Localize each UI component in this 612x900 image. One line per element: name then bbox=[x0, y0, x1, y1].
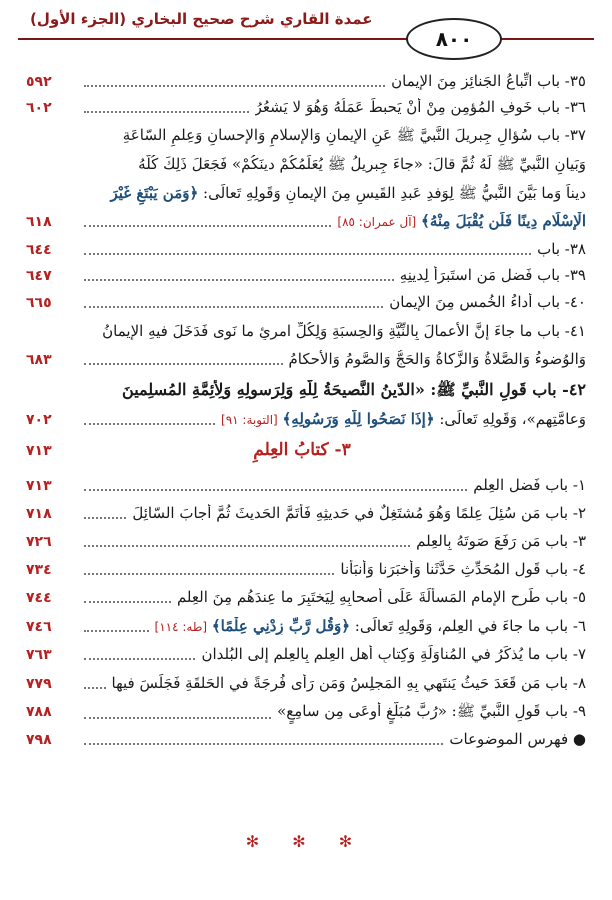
entry-title: ٣٧- باب سُؤالِ جِبريلَ النَّبيَّ ﷺ عَنِ الإيمانِ وَالإسلامِ وَالإحسانِ وَعِلمِ السّاعَةِ bbox=[122, 126, 586, 144]
dot-leader bbox=[84, 305, 383, 308]
quran-verse: ﴿وَقُل رَّبِّ زِدْنِي عِلْمًا﴾ bbox=[211, 617, 351, 635]
quran-verse: الْإِسْلَامِ دِينًا فَلَن يُقْبَلَ مِنْهُ﴾ bbox=[421, 212, 586, 230]
entry-title: ٣٦- باب خَوفِ المُؤمِنِ مِنْ أنْ يَحبطَ عَمَلُهُ وَهُوَ لا يَشعُرُ bbox=[254, 98, 586, 116]
toc-entry bbox=[26, 212, 586, 230]
entry-title: ٤٢- باب قَولِ النَّبيِّ ﷺ: «الدّينُ النَّصيحَةُ لِلّهِ وَلِرَسولِهِ وَلِأئِمَّةِ المُسلِمينَ bbox=[122, 380, 586, 399]
entry-title bbox=[155, 617, 586, 635]
toc-entry bbox=[26, 617, 586, 635]
dot-leader bbox=[84, 686, 106, 689]
entry-title: ١- باب فَضلِ العِلمِ bbox=[473, 476, 586, 494]
entry-text: ٦- باب ما جاءَ في العِلمِ، وَقَولِهِ تَعالَى: bbox=[350, 617, 586, 635]
entry-title: ٥- باب طَرحِ الإمامِ المَسألَةَ عَلَى أصحابِهِ لِيَختَبِرَ ما عِندَهُم مِنَ العِلمِ bbox=[176, 588, 586, 606]
entry-page: ٧٧٩ bbox=[26, 676, 52, 692]
page-number: ٨٠٠ bbox=[406, 18, 502, 60]
dot-leader bbox=[84, 600, 171, 603]
toc-entry-line bbox=[26, 155, 586, 177]
entry-title-cont bbox=[221, 410, 586, 428]
toc-chapter bbox=[26, 440, 586, 460]
toc-entry bbox=[26, 350, 586, 368]
toc-entry bbox=[26, 98, 586, 116]
toc-entry bbox=[26, 674, 586, 692]
entry-title-cont bbox=[337, 212, 586, 230]
toc-entry bbox=[26, 72, 586, 90]
entry-page: ٧٢٦ bbox=[26, 534, 52, 550]
entry-page: ٧١٣ bbox=[26, 478, 52, 494]
entry-title: ● فهرس الموضوعات bbox=[449, 730, 586, 748]
dot-leader bbox=[84, 224, 331, 227]
entry-page: ٧٤٤ bbox=[26, 590, 52, 606]
entry-title: ٤٠- باب أداءُ الخُمسِ مِنَ الإيمانِ bbox=[389, 293, 586, 311]
toc-entry-line bbox=[26, 322, 586, 340]
toc-entry-line bbox=[26, 380, 586, 403]
entry-page: ٦٠٢ bbox=[26, 100, 52, 116]
dot-leader bbox=[84, 516, 126, 519]
toc-entry bbox=[26, 730, 586, 748]
dot-leader bbox=[84, 657, 195, 660]
toc-entry-line bbox=[26, 126, 586, 148]
entry-title: ٤- باب قَولِ المُحَدِّثِ حَدَّثَنا وَأخبَرَنا وَأنبَأنا bbox=[340, 560, 586, 578]
entry-page: ٧٩٨ bbox=[26, 732, 52, 748]
entry-title: ٣٨- باب bbox=[537, 240, 586, 258]
toc-entry bbox=[26, 645, 586, 663]
toc-entry bbox=[26, 266, 586, 284]
verse-reference: [طه: ١١٤] bbox=[154, 620, 208, 634]
entry-page: ٦٦٥ bbox=[26, 295, 52, 311]
entry-page: ٧٠٢ bbox=[26, 412, 52, 428]
entry-title: ٣٥- باب اتِّباعُ الجَنائِزِ مِنَ الإيمانِ bbox=[391, 72, 586, 90]
entry-title: ٢- باب مَن سُئِلَ عِلمًا وَهُوَ مُشتَغِلٌ في حَديثِهِ فَأتَمَّ الحَديثَ ثُمَّ أجابَ السّائِلَ bbox=[132, 504, 586, 522]
entry-page: ٦٨٣ bbox=[26, 352, 52, 368]
dot-leader bbox=[84, 362, 283, 365]
dot-leader bbox=[84, 422, 215, 425]
toc-entry bbox=[26, 476, 586, 494]
entry-page: ٧١٣ bbox=[26, 443, 52, 459]
quran-verse: ﴿وَمَن يَبْتَغِ غَيْرَ bbox=[110, 184, 199, 202]
toc-entry bbox=[26, 532, 586, 550]
toc-entry bbox=[26, 702, 586, 724]
dot-leader bbox=[84, 572, 334, 575]
entry-page: ٧٣٤ bbox=[26, 562, 52, 578]
quran-verse: ﴿إِذَا نَصَحُوا لِلَّهِ وَرَسُولِهِ﴾ bbox=[282, 410, 435, 428]
entry-title: ٨- باب مَن قَعَدَ حَيثُ يَنتَهي بِهِ المَجلِسُ وَمَن رَأى فُرجَةً في الحَلقَةِ فَجَلَسَ فيها bbox=[111, 674, 586, 692]
dot-leader bbox=[84, 110, 249, 113]
entry-title: ٩- باب قَولِ النَّبيِّ ﷺ: «رُبَّ مُبَلَّغٍ أوعَى مِن سامِعٍ» bbox=[277, 702, 586, 720]
entry-page: ٦٤٤ bbox=[26, 242, 52, 258]
toc-entry bbox=[26, 588, 586, 606]
verse-reference: [التوبة: ٩١] bbox=[221, 413, 278, 427]
entry-page: ٥٩٢ bbox=[26, 74, 52, 90]
entry-page: ٧١٨ bbox=[26, 506, 52, 522]
entry-page: ٧٦٣ bbox=[26, 647, 52, 663]
dot-leader bbox=[84, 84, 385, 87]
entry-text: وَعامَّتِهِم»، وَقَولِهِ تَعالَى: bbox=[434, 410, 586, 428]
dot-leader bbox=[84, 544, 410, 547]
ornament-stars: ✻ ✻ ✻ bbox=[245, 832, 367, 851]
entry-title: ٧- باب ما يُذكَرُ في المُناوَلَةِ وَكِتابِ أهلِ العِلمِ بِالعِلمِ إلى البُلدانِ bbox=[201, 645, 586, 663]
dot-leader bbox=[84, 488, 467, 491]
chapter-title: ٣- كتابُ العِلمِ bbox=[253, 440, 351, 460]
toc-entry bbox=[26, 560, 586, 578]
dot-leader bbox=[84, 629, 149, 632]
dot-leader bbox=[84, 716, 271, 719]
entry-page: ٧٤٦ bbox=[26, 619, 52, 635]
book-title: عمدة القاري شرح صحيح البخاري (الجزء الأول) bbox=[24, 10, 379, 28]
toc-entry bbox=[26, 293, 586, 311]
dot-leader bbox=[84, 742, 443, 745]
entry-text: ديناً وَما بَيَّنَ النَّبيُّ ﷺ لِوَفدِ عَبدِ القَيسِ مِنَ الإيمانِ وَقَولِهِ تَعالَى: bbox=[198, 184, 586, 202]
dot-leader bbox=[84, 278, 394, 281]
entry-page: ٦٤٧ bbox=[26, 268, 52, 284]
entry-title: ٣٩- باب فَضلِ مَنِ استَبرَأَ لِدينِهِ bbox=[399, 266, 586, 284]
toc-entry bbox=[26, 240, 586, 258]
toc-entry bbox=[26, 410, 586, 428]
entry-title-cont: وَبَيانِ النَّبيِّ ﷺ لَهُ ثُمَّ قالَ: «جاءَ جِبريلُ ﷺ يُعَلِّمُكُمْ دينَكُمْ» فَجَعَلَ ذَلِكَ كُلَّهُ bbox=[138, 155, 586, 173]
toc-entry bbox=[26, 504, 586, 522]
entry-title: ٤١- باب ما جاءَ إنَّ الأعمالَ بِالنِّيَّةِ وَالحِسبَةِ وَلِكُلِّ امرِئٍ ما نَوى فَدَخَلَ فيهِ الإيمانُ bbox=[102, 322, 586, 340]
entry-page: ٦١٨ bbox=[26, 214, 52, 230]
dot-leader bbox=[84, 252, 531, 255]
entry-title-cont: وَالوُضوءُ وَالصَّلاةُ وَالزَّكاةُ وَالحَجُّ وَالصَّومُ وَالأحكامُ bbox=[288, 350, 586, 368]
toc-entry-line bbox=[26, 184, 586, 206]
entry-title: ٣- باب مَن رَفَعَ صَوتَهُ بِالعِلمِ bbox=[416, 532, 586, 550]
entry-page: ٧٨٨ bbox=[26, 704, 52, 720]
verse-reference: [آل عمران: ٨٥] bbox=[337, 215, 417, 229]
entry-title-cont bbox=[26, 184, 586, 206]
